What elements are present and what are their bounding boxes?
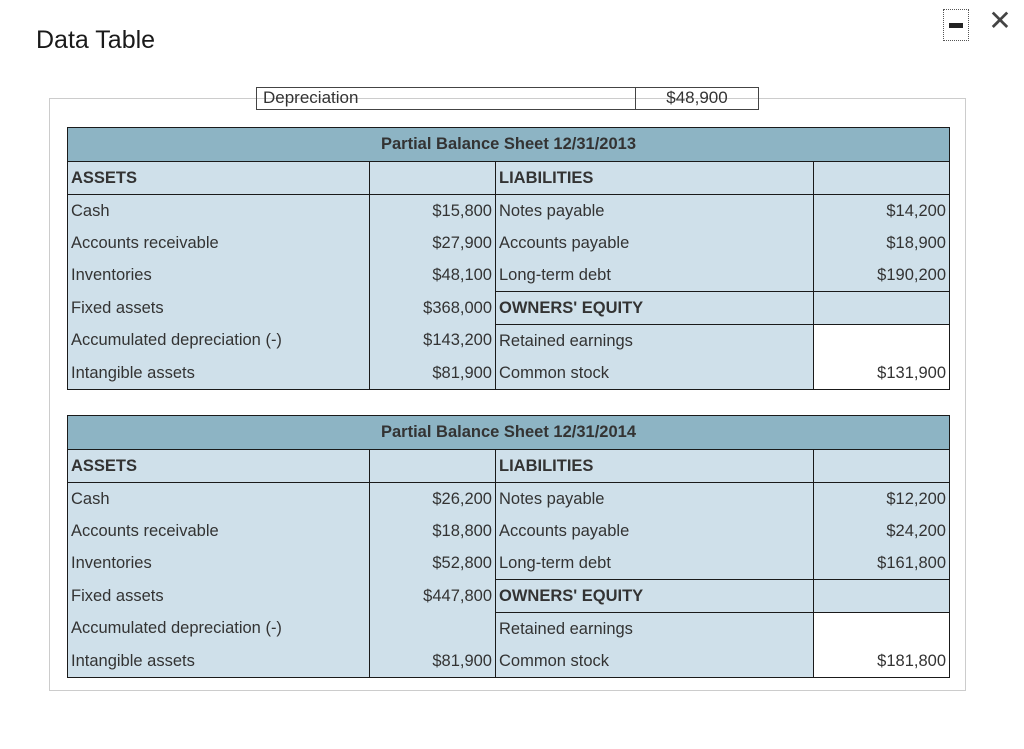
asset-value: $143,200 [370,325,496,358]
equity-value [814,325,950,358]
minimize-button[interactable] [943,9,969,41]
empty-cell [370,450,496,483]
liabilities-header: LIABILITIES [496,450,814,483]
liability-label: Accounts payable [496,227,814,259]
clipped-row-label: Depreciation [257,88,636,109]
asset-label: Cash [68,195,370,228]
liability-label: Notes payable [496,195,814,228]
empty-cell [814,580,950,613]
asset-value: $15,800 [370,195,496,228]
asset-value: $81,900 [370,357,496,390]
asset-label: Intangible assets [68,357,370,390]
liability-label: Accounts payable [496,515,814,547]
minimize-icon [949,23,963,28]
empty-cell [814,292,950,325]
equity-header: OWNERS' EQUITY [496,292,814,325]
sheet-title: Partial Balance Sheet 12/31/2014 [68,416,950,450]
equity-value: $181,800 [814,645,950,678]
asset-value: $26,200 [370,483,496,516]
liability-value: $12,200 [814,483,950,516]
asset-label: Intangible assets [68,645,370,678]
asset-label: Accumulated depreciation (-) [68,325,370,358]
liability-value: $190,200 [814,259,950,292]
asset-label: Cash [68,483,370,516]
asset-label: Accounts receivable [68,515,370,547]
clipped-row-value: $48,900 [666,88,728,107]
equity-value: $131,900 [814,357,950,390]
assets-header: ASSETS [68,162,370,195]
assets-header: ASSETS [68,450,370,483]
liability-label: Long-term debt [496,259,814,292]
empty-cell [814,162,950,195]
equity-value [814,613,950,646]
asset-value: $48,100 [370,259,496,292]
equity-label: Common stock [496,357,814,390]
asset-label: Accounts receivable [68,227,370,259]
asset-label: Fixed assets [68,292,370,325]
asset-value: $18,800 [370,515,496,547]
balance-sheet-2013 [67,127,950,390]
liability-label: Long-term debt [496,547,814,580]
liability-value: $24,200 [814,515,950,547]
asset-label: Fixed assets [68,580,370,613]
asset-value: $27,900 [370,227,496,259]
asset-label: Inventories [68,259,370,292]
empty-cell [814,450,950,483]
close-icon: ✕ [988,5,1012,36]
sheet-title: Partial Balance Sheet 12/31/2013 [68,128,950,162]
clipped-previous-row [256,87,759,110]
equity-header: OWNERS' EQUITY [496,580,814,613]
liability-value: $161,800 [814,547,950,580]
asset-value: $368,000 [370,292,496,325]
close-button[interactable] [986,6,1014,36]
equity-label: Retained earnings [496,325,814,358]
equity-label: Common stock [496,645,814,678]
balance-sheet-2014 [67,415,950,678]
liabilities-header: LIABILITIES [496,162,814,195]
empty-cell [370,162,496,195]
equity-label: Retained earnings [496,613,814,646]
asset-label: Inventories [68,547,370,580]
liability-label: Notes payable [496,483,814,516]
asset-value [370,613,496,646]
liability-value: $14,200 [814,195,950,228]
asset-value: $447,800 [370,580,496,613]
asset-value: $52,800 [370,547,496,580]
asset-label: Accumulated depreciation (-) [68,613,370,646]
liability-value: $18,900 [814,227,950,259]
data-table-panel[interactable] [49,88,966,691]
asset-value: $81,900 [370,645,496,678]
dialog-title: Data Table [36,26,156,54]
